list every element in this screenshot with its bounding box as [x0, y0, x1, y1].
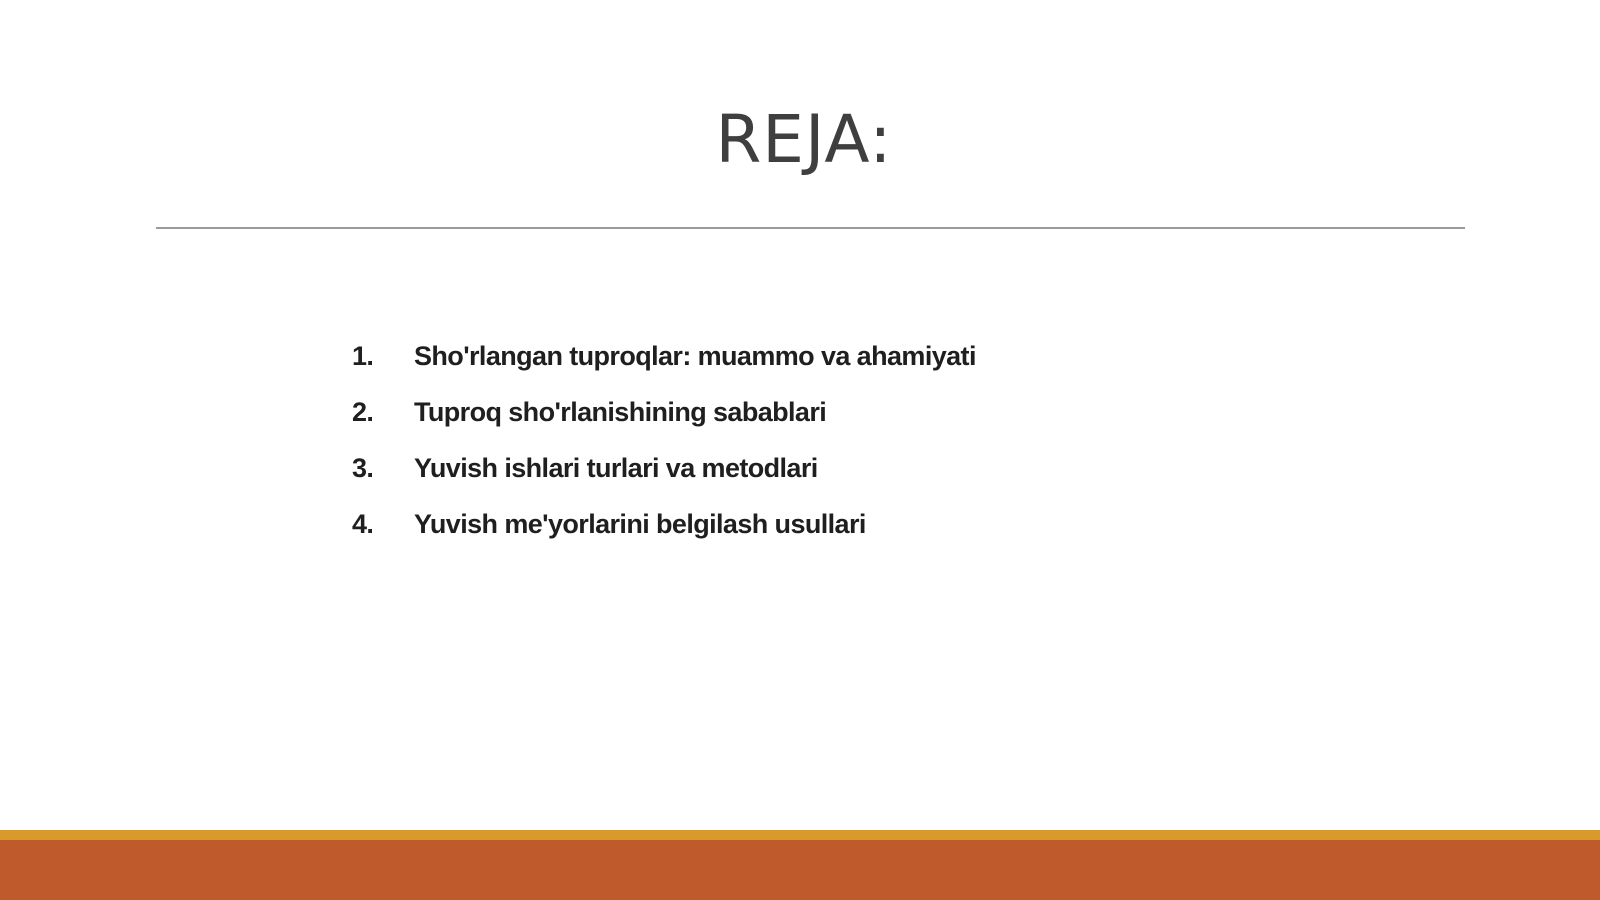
agenda-item: [352, 328, 976, 384]
agenda-item-number: 2.: [352, 396, 374, 427]
title-divider: [156, 227, 1465, 229]
agenda-item-number: 4.: [352, 508, 374, 539]
agenda-item-text: Yuvish me'yorlarini belgilash usullari: [414, 508, 866, 539]
footer-band: [0, 840, 1600, 900]
agenda-item: [352, 496, 976, 552]
agenda-item-number: 3.: [352, 452, 374, 483]
footer-accent-stripe: [0, 830, 1600, 840]
agenda-list: [352, 328, 976, 552]
agenda-item: [352, 384, 976, 440]
agenda-item-text: Yuvish ishlari turlari va metodlari: [414, 452, 818, 483]
agenda-item-text: Tuproq sho'rlanishining sabablari: [414, 396, 827, 427]
agenda-item: [352, 440, 976, 496]
agenda-item-number: 1.: [352, 340, 374, 371]
slide-title: REJA:: [715, 101, 893, 178]
agenda-item-text: Sho'rlangan tuproqlar: muammo va ahamiyati: [414, 340, 976, 371]
